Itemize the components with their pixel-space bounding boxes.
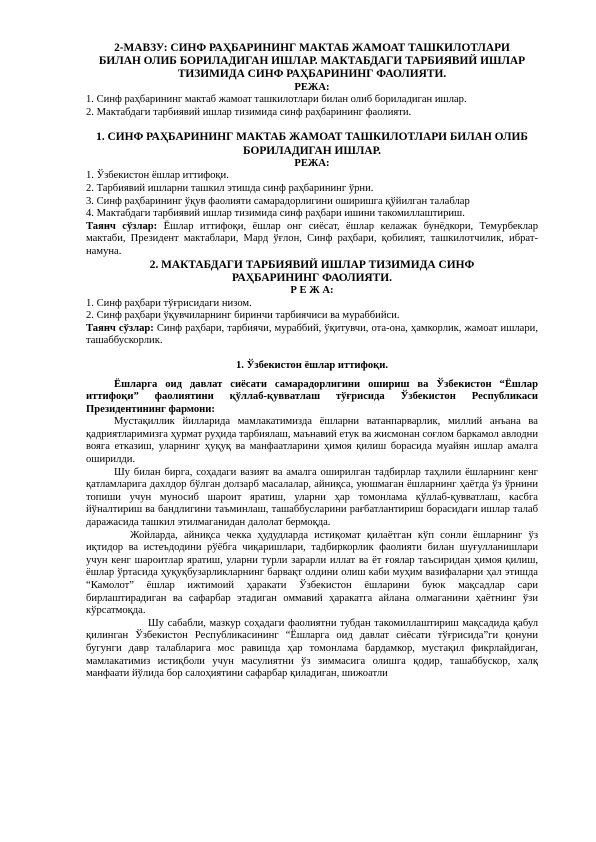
section2-plan-heading: Р Е Ж А: [290,284,334,296]
subsection-title: 1. Ўзбекистон ёшлар иттифоқи. [235,359,389,371]
section1-plan-list [86,170,538,220]
plan-heading: РЕЖА: [294,81,330,93]
body-paragraph: Шу сабабли, мазкур соҳадаги фаолиятни тубдан такомиллаштириш мақсадида қабул қилинган Ўзбекистон Республикасининг “Ёшларга оид давлат сиёсати тўғрисида”ги қонуни бугунги давр талабларига мос равишда ҳар томонлама бардамкор, мустақил фикрлайдиган, мамлакатимиз истиқболи учун масулиятни ўз зиммасига олишга қодир, ташаббускор, халқ манфаати йўлида бор салоҳиятини сафарбар қиладиган, шижоатли [86,617,538,680]
plan-item: 1. Синф раҳбарининг мактаб жамоат ташкилотлари билан олиб бориладиган ишлар. [86,94,467,106]
section2-plan-list [86,298,538,323]
plan-item: 3. Синф раҳбарининг ўқув фаолияти самарадорлигини оширишга қўйилган талаблар [86,195,470,207]
section2-title [86,259,538,285]
keywords-label: Таянч сўзлар: [86,220,158,232]
section2-keywords [86,323,538,348]
section1-plan-heading: РЕЖА: [294,157,330,169]
section1-keywords [86,221,538,259]
title-line: БОРИЛАДИГАН ИШЛАР. [243,144,381,157]
title-line: РАҲБАРИНИНГ ФАОЛИЯТИ. [232,271,392,284]
document-title [86,42,538,82]
title-line: 1. СИНФ РАҲБАРИНИНГ МАКТАБ ЖАМОАТ ТАШКИЛОТЛАРИ БИЛАН ОЛИБ [96,131,528,144]
body-paragraph: Мустақиллик йилларида мамлакатимизда ёшларни ватанпарварлик, миллий анъана ва қадриятларимизга ҳурмат руҳида тарбиялаш, маънавий етук ва жисмонан соғлом баркамол авлодни вояга етказиш, уларнинг ҳуқуқ ва манфаатларини ҳимоя қилиш борасида муайян ишлар амалга оширилди. [86,416,538,466]
plan-item: 1. Ўзбекистон ёшлар иттифоқи. [86,170,229,182]
section1-title [86,131,538,157]
plan-item: 2. Тарбиявий ишларни ташкил этишда синф раҳбарининг ўрни. [86,182,374,194]
keywords-label: Таянч сўзлар: [86,322,154,334]
keywords-text: Синф раҳбари, тарбиячи, мураббий, ўқитувчи, ота-она, ҳамкорлик, жамоат ишлари, ташаббускорлик. [86,322,538,347]
plan-item: 2. Мактабдаги тарбиявий ишлар тизимида синф раҳбарининг фаолияти. [86,106,412,118]
plan-item: 4. Мактабдаги тарбиявий ишлар тизимида синф раҳбари ишини такомиллаштириш. [86,208,465,220]
body-paragraph: Шу билан бирга, соҳадаги вазият ва амалга оширилган тадбирлар таҳлили ёшларнинг кенг қатламларига дахлдор бўлган долзарб масалалар, айниқса, уюшмаган ёшларнинг ҳаётда ўз ўрнини топиши учун муносиб шароит яратиш, уларни ҳар томонлама қўллаб-қувватлаш, касбга йўналтириш ва бандлигини таъминлаш, ташаббусларини рағбатлантириш борасидаги ишлар талаб даражасида ташкил этилмаганидан далолат бермоқда. [86,466,538,529]
plan-list [86,94,538,119]
title-line: БИЛАН ОЛИБ БОРИЛАДИГАН ИШЛАР. МАКТАБДАГИ ТАРБИЯВИЙ ИШЛАР [98,55,526,68]
title-line: 2-МАВЗУ: СИНФ РАҲБАРИНИНГ МАКТАБ ЖАМОАТ ТАШКИЛОТЛАРИ [114,42,510,54]
keywords-text: Ёшлар иттифоқи, ёшлар онг сиёсат, ёшлар келажак бунёдкори, Темурбеклар мактаби, Президент мактаблари, Мард ўғлон, Синф раҳбари, қобилият, ташкилотчилик, ибрат-намуна. [86,220,538,257]
plan-item: 1. Синф раҳбари тўғрисидаги низом. [86,297,252,309]
title-line: 2. МАКТАБДАГИ ТАРБИЯВИЙ ИШЛАР ТИЗИМИДА СИНФ [149,258,475,271]
decree-heading: Ёшларга оид давлат сиёсати самарадорлигини ошириш ва Ўзбекистон “Ёшлар иттифоқи” фаолиятини қўллаб-қувватлаш тўғрисида Ўзбекистон Республикаси Президентининг фармони: [86,378,538,415]
plan-item: 2. Синф раҳбари ўқувчиларнинг биринчи тарбиячиси ва мураббийси. [86,310,400,322]
body-paragraph: Жойларда, айниқса чекка ҳудудларда истиқомат қилаётган кўп сонли ёшларнинг ўз иқтидор ва истеъдодини рўёбга чиқаришлари, тадбиркорлик фаолияти билан шуғулланишлари учун кенг шароитлар яратиш, уларни турли зарарли иллат ва ёт ғоялар таъсиридан ҳимоя қилиш, ёшлар ўртасида ҳуқуқбузарликларнинг барвақт олдини олиш каби муҳим вазифаларни ҳал этишда “Камолот” ёшлар ижтимоий ҳаракати Ўзбекистон ёшларини буюк мақсадлар сари бирлаштирадиган ва сафарбар этадиган оммавий ҳаракатга айлана олмаганини ҳаётнинг ўзи кўрсатмоқда. [86,529,538,617]
title-line: ТИЗИМИДА СИНФ РАҲБАРИНИНГ ФАОЛИЯТИ. [177,68,447,81]
